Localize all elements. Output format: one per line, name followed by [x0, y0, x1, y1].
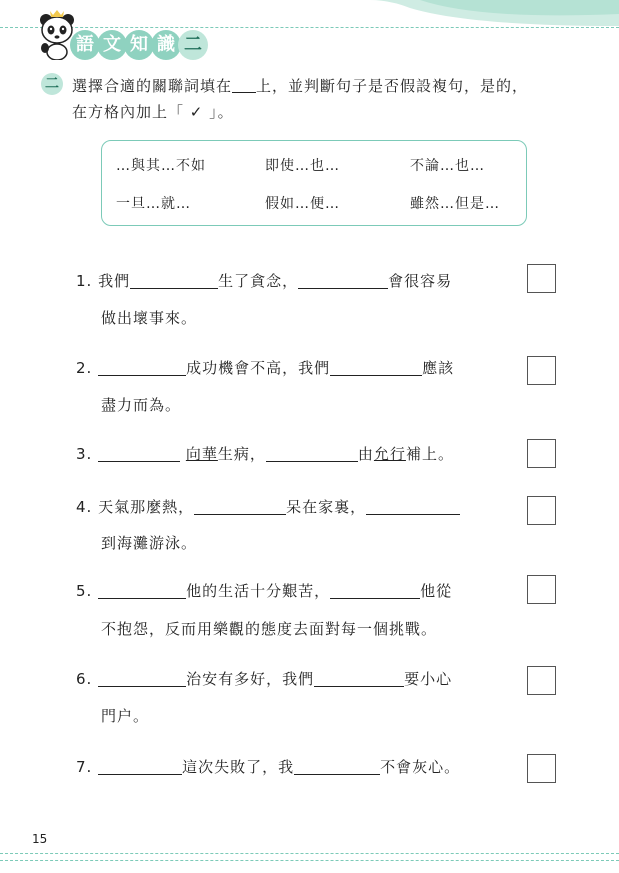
- question-item-1: [76, 270, 452, 291]
- question-item-2: [76, 357, 454, 378]
- question-item-4: [76, 496, 460, 517]
- word-bank-item: 雖然…但是…: [410, 196, 500, 212]
- bottom-dashed-line: [0, 860, 619, 861]
- answer-blank[interactable]: [330, 582, 420, 599]
- item-continuation: 門户。: [101, 707, 150, 725]
- item-text: 應該: [422, 359, 455, 377]
- section-title: [70, 30, 205, 60]
- answer-blank[interactable]: [314, 670, 404, 687]
- answer-checkbox[interactable]: [527, 439, 556, 468]
- title-char: 識: [151, 30, 181, 60]
- page-number: 15: [32, 832, 48, 846]
- answer-checkbox[interactable]: [527, 264, 556, 293]
- instruction-text: 上，並判斷句子是否假設複句，是的，: [256, 77, 529, 95]
- blank-sample: [232, 77, 256, 93]
- answer-blank[interactable]: [130, 272, 218, 289]
- question-instruction: [72, 73, 528, 125]
- item-text: 由: [357, 445, 374, 463]
- item-text: 他的生活十分艱苦，: [186, 582, 331, 600]
- answer-checkbox[interactable]: [527, 754, 556, 783]
- proper-name: 向華: [185, 445, 218, 463]
- item-text: 生了貪念，: [218, 272, 299, 290]
- word-bank-box: [101, 140, 527, 226]
- item-text: 會很容易: [388, 272, 453, 290]
- word-bank-item: …與其…不如: [116, 158, 206, 174]
- title-char: 文: [97, 30, 127, 60]
- answer-blank[interactable]: [294, 758, 380, 775]
- item-number: 2.: [76, 359, 93, 377]
- question-item-5: [76, 580, 452, 601]
- item-text: 成功機會不高，我們: [186, 359, 331, 377]
- answer-checkbox[interactable]: [527, 496, 556, 525]
- answer-blank[interactable]: [98, 582, 186, 599]
- item-text: 補上。: [405, 445, 454, 463]
- item-text: 要小心: [404, 670, 453, 688]
- word-bank-item: 假如…便…: [265, 196, 340, 212]
- answer-blank[interactable]: [98, 359, 186, 376]
- word-bank-item: 一旦…就…: [116, 196, 191, 212]
- title-char: 知: [124, 30, 154, 60]
- item-continuation: 不抱怨，反而用樂觀的態度去面對每一個挑戰。: [101, 620, 438, 638]
- item-number: 6.: [76, 670, 93, 688]
- answer-blank[interactable]: [194, 498, 286, 515]
- question-item-6: [76, 668, 452, 689]
- question-number-badge: 二: [41, 73, 63, 95]
- item-number: 1.: [76, 272, 93, 290]
- item-text: 治安有多好，我們: [186, 670, 315, 688]
- instruction-text: 在方格內加上「 ✓ 」。: [72, 103, 234, 121]
- item-text: 天氣那麼熱，: [98, 498, 195, 516]
- question-item-7: [76, 756, 460, 777]
- item-text: 我們: [98, 272, 131, 290]
- instruction-text: 選擇合適的關聯詞填在: [72, 77, 233, 95]
- answer-blank[interactable]: [98, 445, 180, 462]
- item-continuation: 到海灘游泳。: [101, 534, 198, 552]
- title-char: 語: [70, 30, 100, 60]
- proper-name: 允行: [373, 445, 406, 463]
- answer-blank[interactable]: [98, 670, 186, 687]
- bottom-dashed-line: [0, 853, 619, 854]
- item-number: 5.: [76, 582, 93, 600]
- answer-checkbox[interactable]: [527, 356, 556, 385]
- word-bank-item: 即使…也…: [265, 158, 340, 174]
- section-header: [36, 8, 236, 62]
- item-text: 他從: [420, 582, 453, 600]
- answer-checkbox[interactable]: [527, 575, 556, 604]
- item-text: 不會灰心。: [380, 758, 461, 776]
- item-continuation: 做出壞事來。: [101, 309, 198, 327]
- item-text: 生病，: [217, 445, 266, 463]
- answer-blank[interactable]: [330, 359, 422, 376]
- word-bank-item: 不論…也…: [410, 158, 485, 174]
- question-item-3: [76, 443, 454, 464]
- item-text: 這次失敗了，我: [182, 758, 295, 776]
- answer-checkbox[interactable]: [527, 666, 556, 695]
- item-number: 3.: [76, 445, 93, 463]
- answer-blank[interactable]: [298, 272, 388, 289]
- item-continuation: 盡力而為。: [101, 396, 182, 414]
- answer-blank[interactable]: [266, 445, 358, 462]
- item-number: 7.: [76, 758, 93, 776]
- answer-blank[interactable]: [366, 498, 460, 515]
- answer-blank[interactable]: [98, 758, 182, 775]
- item-number: 4.: [76, 498, 93, 516]
- title-char: 二: [178, 30, 208, 60]
- item-text: 呆在家裏，: [286, 498, 367, 516]
